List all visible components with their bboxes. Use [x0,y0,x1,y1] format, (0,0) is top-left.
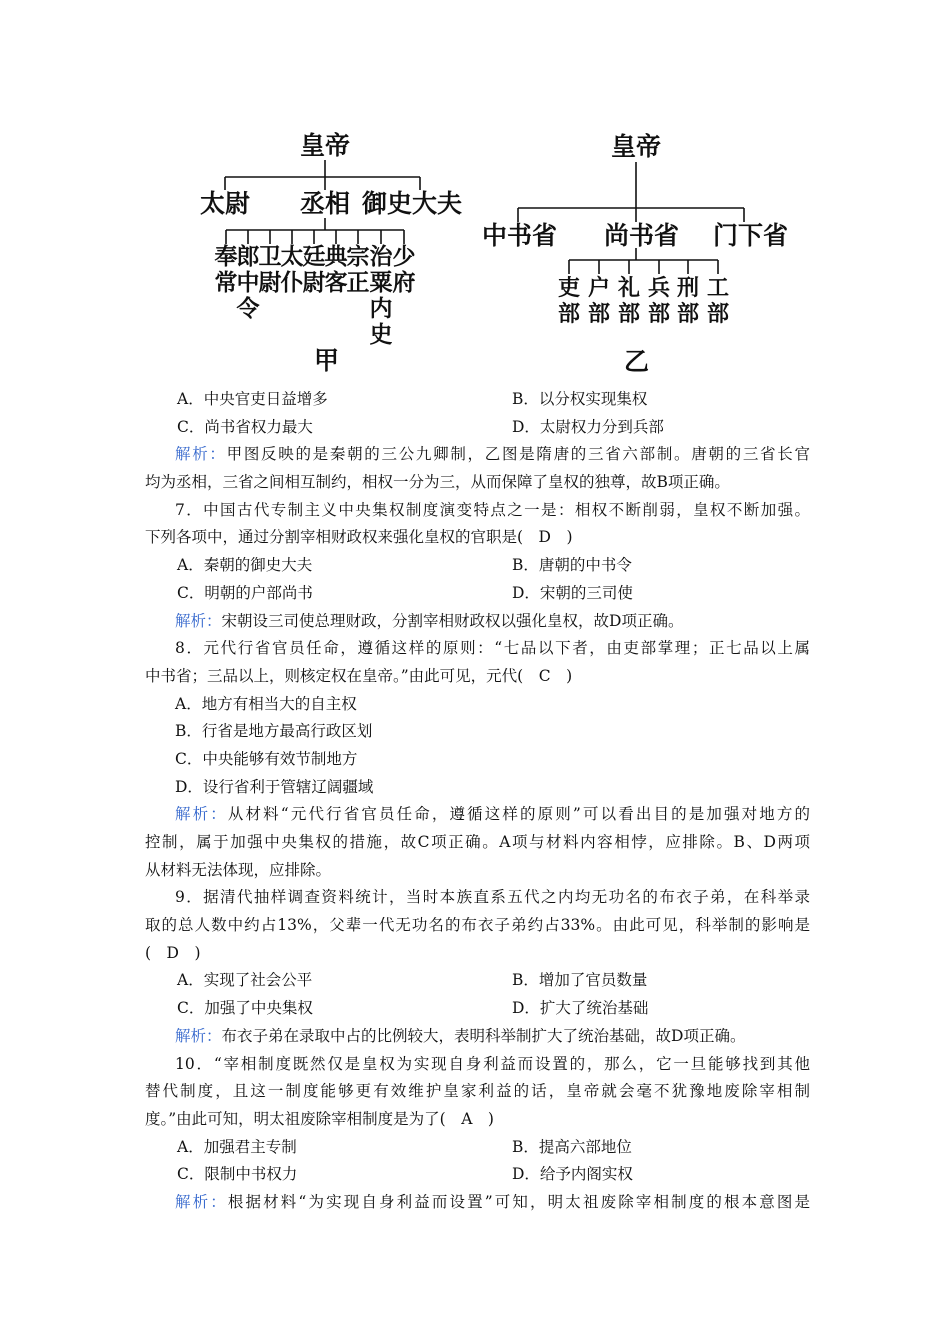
q8-analysis-label: 解析： [175,805,228,824]
q10-options-row1 [145,1134,810,1162]
q8-analysis-line3: 从材料无法体现，应排除。 [145,860,332,879]
yi-ministry-li: 吏 部 [557,276,580,327]
q10-option-a: A．加强君主专制 [177,1137,297,1156]
q6-options-row2 [145,414,810,442]
question-text [145,386,810,1217]
q9-analysis-label: 解析： [175,1026,222,1045]
jia-minister-taipu: 太 仆 [280,244,304,296]
q7-options-row1 [145,552,810,580]
q8-stem-line2: 中书省；三品以上，则核定权在皇帝。”由此可见，元代( C ) [145,666,573,685]
q9-options-row1 [145,967,810,995]
q8-stem-line1: 8．元代行省官员任命，遵循这样的原则：“七品以下者，由吏部掌理；正七品以上属 [175,639,810,658]
q8-analysis-line2: 控制，属于加强中央集权的措施，故C项正确。A项与材料内容相悖，应排除。B、D两项 [145,833,810,851]
q8-option-a: A．地方有相当大的自主权 [175,694,357,713]
yi-ministry-lii: 礼 部 [617,276,640,327]
yi-ministry-bing: 兵 部 [647,276,670,327]
q10-analysis: 解析：根据材料“为实现自身利益而设置”可知，明太祖废除宰相制度的根本意图是 [175,1192,810,1211]
jia-minister-shaofu: 少 府 [392,244,416,296]
q6-option-a: A．中央官吏日益增多 [177,390,328,408]
jia-yushidafu: 御史大夫 [362,189,463,218]
yi-ministry-gong: 工 部 [706,276,729,327]
jia-chengxiang: 丞相 [300,189,351,218]
org-diagrams [0,0,950,380]
q8-option-d: D．设行省利于管辖辽阔疆域 [175,777,374,796]
q7-stem-line2: 下列各项中，通过分割宰相财政权来强化皇权的官职是( D ) [145,528,573,547]
yi-emperor: 皇帝 [611,132,662,161]
q6-option-d: D．太尉权力分到兵部 [512,417,664,436]
q8-option-c: C．中央能够有效节制地方 [175,749,358,768]
q10-option-b: B．提高六部地位 [512,1137,632,1156]
q7-options-row2 [145,580,810,608]
yi-ministry-hu: 户 部 [587,276,610,327]
q8-option-b: B．行省是地方最高行政区划 [175,722,373,741]
jia-caption: 甲 [314,346,340,375]
q9-analysis: 解析：布衣子弟在录取中占的比例较大，表明科举制扩大了统治基础，故D项正确。 [175,1026,746,1045]
q7-analysis-label: 解析： [175,611,222,630]
yi-caption: 乙 [624,347,650,376]
q6-analysis-line1: 解析：甲图反映的是秦朝的三公九卿制，乙图是隋唐的三省六部制。唐朝的三省长官 [175,445,810,464]
q9-option-b: B．增加了官员数量 [512,971,648,990]
q10-options-row2 [145,1161,810,1189]
yi-ministry-xing: 刑 部 [676,276,699,327]
q9-stem-line1: 9．据清代抽样调查资料统计，当时本族直系五代之内均无功名的布衣子弟，在科举录 [175,888,810,907]
jia-emperor: 皇帝 [300,131,351,160]
q6-analysis-label: 解析： [175,445,227,464]
yi-zhongshusheng: 中书省 [482,221,558,250]
q9-option-d: D．扩大了统治基础 [512,999,649,1018]
jia-minister-zongzheng: 宗 正 [346,244,370,296]
q6-analysis-line2: 均为丞相，三省之间相互制约，相权一分为三，从而保障了皇权的独尊，故B项正确。 [145,473,730,492]
jia-minister-fengchang: 奉 常 [214,244,238,296]
jia-minister-weiwei: 卫 尉 [258,244,282,296]
jia-minister-langzhongling: 郎 中 令 [236,244,260,322]
q9-options-row2 [145,995,810,1023]
q10-stem-line1: 10．“宰相制度既然仅是皇权为实现自身利益而设置的，那么，它一旦能够找到其他 [175,1054,810,1073]
q7-option-c: C．明朝的户部尚书 [177,583,313,602]
q9-stem-line3: ( D ) [145,943,201,962]
q6-option-b: B．以分权实现集权 [512,390,648,408]
q7-option-a: A．秦朝的御史大夫 [177,556,313,575]
q10-option-c: C．限制中书权力 [177,1165,298,1184]
q10-stem-line2: 替代制度，且这一制度能够更有效维护皇家利益的话，皇帝就会毫不犹豫地废除宰相制 [145,1082,810,1101]
q9-option-a: A．实现了社会公平 [177,971,313,990]
diagram-lines [0,0,950,380]
q10-option-d: D．给予内阁实权 [512,1165,633,1184]
q8-analysis-line1: 解析：从材料“元代行省官员任命，遵循这样的原则”可以看出目的是加强对地方的 [175,805,810,824]
jia-minister-dianke: 典 客 [324,244,348,296]
q7-option-b: B．唐朝的中书令 [512,556,632,575]
q9-option-c: C．加强了中央集权 [177,999,313,1018]
q6-option-c: C．尚书省权力最大 [177,417,313,436]
jia-minister-tingwei: 廷 尉 [302,244,326,296]
q10-stem-line3: 度。”由此可知，明太祖废除宰相制度是为了( A ) [145,1109,494,1128]
q7-stem-line1: 7．中国古代专制主义中央集权制度演变特点之一是：相权不断削弱，皇权不断加强。 [175,500,810,519]
yi-shangshusheng: 尚书省 [604,221,680,250]
jia-minister-zhisuneishi: 治 粟 内 史 [369,244,393,348]
q6-options-row1 [145,386,810,414]
q9-stem-line2: 取的总人数中约占13%，父辈一代无功名的布衣子弟约占33%。由此可见，科举制的影响是 [145,916,810,935]
q7-analysis: 解析：宋朝设三司使总理财政，分割宰相财政权以强化皇权，故D项正确。 [175,611,684,630]
q10-analysis-label: 解析： [175,1192,228,1211]
jia-taiwei: 太尉 [200,189,251,218]
yi-menxiasheng: 门下省 [713,221,789,250]
q7-option-d: D．宋朝的三司使 [512,583,633,602]
